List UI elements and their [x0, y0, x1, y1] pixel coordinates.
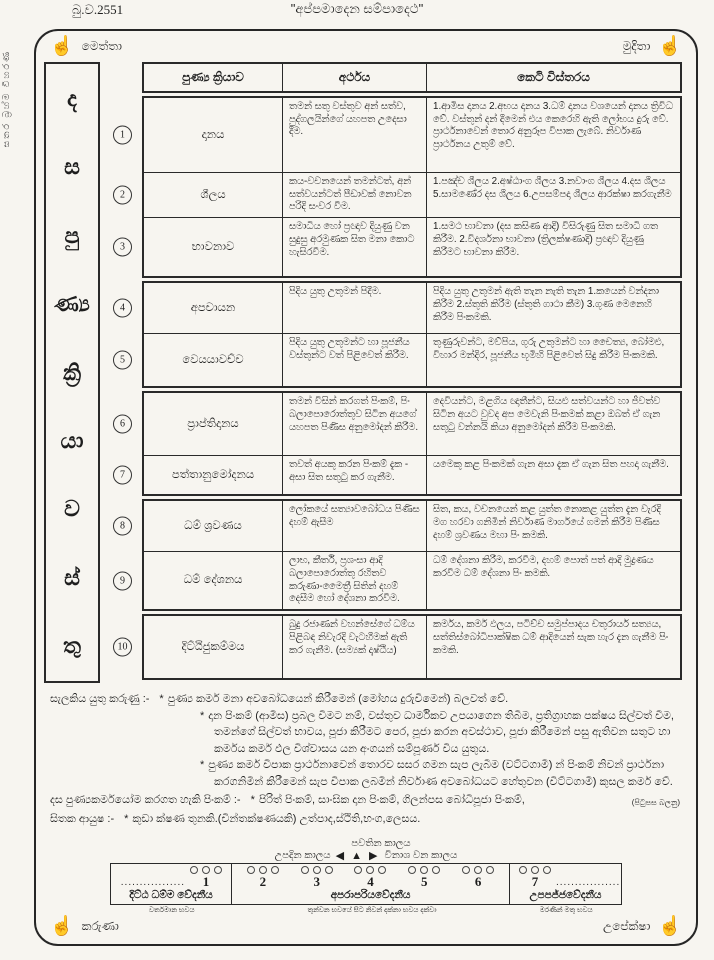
vertical-title-letter: ව: [64, 496, 80, 522]
table-groups: [117, 96, 682, 680]
buddhist-era-label: බු.ව.2551: [72, 2, 124, 17]
thought-moment-circles: [517, 866, 553, 874]
table-group: [120, 499, 682, 611]
corner-label-metta: මෙත්තා: [81, 39, 122, 53]
star-bullet: *: [124, 813, 129, 826]
vertical-title-letter: ක්‍රි: [63, 359, 81, 385]
kamma-type-name: අපරාපරියවේදනීය: [330, 889, 411, 902]
corner-label-karuna: කරුණා: [81, 919, 119, 934]
deed-name-cell: වෙයයාවච්ච: [182, 353, 244, 366]
row-number-badge: 1: [113, 126, 132, 145]
destroy-time-label: විනාශ වන කාලය: [384, 850, 458, 862]
kamma-period-number: 3: [299, 866, 335, 888]
detail-cell: කර්මය, කර්ම ඵලය, පටිච්ච සමුප්පාදය චතුරාර්ය සත්‍යය, සත්තිස්බෝධිපාක්ෂික ධම් ආදියෙන් සැක හැර දැන ගැනීම පිං කමකි.: [426, 616, 680, 678]
header-deed-column: පුණ්‍ය ක්‍රියාව: [182, 70, 244, 84]
notes-first-line: [50, 691, 680, 708]
vertical-title-letter: ණ්‍ය: [54, 291, 90, 317]
pinkam-text: පිරිත් පිංකම්, සාංඝික දාන පිංකම්, ගිලන්පස බෝධිපූජා පිංකම්,: [258, 794, 525, 807]
pointing-hand-icon: ☝: [50, 36, 74, 57]
table-row: [120, 551, 680, 609]
kamma-period-number: 1: [188, 866, 224, 888]
existing-time-label: පවතින කාලය: [351, 838, 411, 850]
meaning-cell: ලාභ, කීර්ති, ප්‍රශංසා ආදි බලාපොරොත්තු රහිතව කරුණා-මෛත්‍රී සිතින් දහම් දෙසීම හෝ දේශනා කරවීම.: [282, 552, 426, 609]
header-meaning-column: අර්ථය: [282, 64, 426, 91]
pinkam-label: දස පුණ්‍යකර්මයෝම කරගත හැකි පිංකම් :-: [50, 794, 241, 807]
row-number-badge: 7: [113, 466, 132, 485]
merit-table: [117, 62, 682, 683]
kamma-timing-diagram: [110, 838, 622, 915]
ayusha-line: [50, 812, 680, 828]
notes-heading: සැලකිය යුතු කරුණු :-: [50, 693, 150, 706]
row-number-badge: 10: [113, 638, 132, 657]
diagram-captions: [110, 907, 622, 915]
row-number-badge: 6: [113, 415, 132, 434]
corner-bottom-left: [50, 917, 119, 936]
corner-label-mudita: මුදිතා: [622, 39, 651, 53]
thought-moment-circles: [299, 866, 335, 874]
note-bullet: * දාන පිංකම් (ආමිස) ප්‍රබල වීමට නම්, වස්තුව ධාර්මිකව උපයාගෙන තිබීම, ප්‍රතිග්‍රාහක පක්ෂය සිල්වත් වීම, තමන්ගේ සිල්වත් භාවය, පූජා කිරීමට පෙර, පූජා කරන අවස්ථාව, පූජා කිරීමෙන් පසු ඇතිවන සතුට හා කර්මය කර්ම ඵල විශ්වාසය යන අංගයන් සම්පූර්ණ විය යුතුය.: [200, 709, 674, 755]
row-number-badge: 3: [113, 238, 132, 257]
deed-name-cell: දානය: [201, 128, 225, 141]
thought-moment-circles: [188, 866, 224, 874]
meaning-cell: තමන් සතු වස්තුව අන් සත්ව, පුද්ගලයින්ගේ යහපත උදෙසා දීම.: [282, 98, 426, 172]
deed-name-cell: අපචායන: [190, 301, 236, 314]
diagram-cell: [509, 864, 621, 904]
diagram-caption: වර්තමාන භවය: [149, 907, 195, 915]
vertical-title-letter: තු: [63, 633, 81, 659]
meaning-cell: කය-වචනයෙන් තමන්ටත්, අන් සත්වයන්ටත් පීඩාවක් නොවන පරිදි සංවර වීම.: [282, 173, 426, 217]
ayusha-text: කුඩා ක්ෂණ තුනකි.(චින්තක්ෂණයකි) උත්පාද,ස්ථිති,භංග,ලෙසය.: [132, 813, 421, 826]
note-bullet: * පුණ්‍ය කර්ම මනා අවබෝධයෙන් කිරීමෙන් (මෝහය දුරුවීමෙන්) බලවත් වේ.: [159, 693, 509, 706]
thought-moment-circles: [460, 866, 496, 874]
vertical-title-letter: පු: [64, 222, 80, 248]
corner-top-right: [623, 37, 682, 56]
kamma-period-number: 5: [406, 866, 442, 888]
diagram-cell: [111, 864, 231, 904]
table-group: [120, 281, 682, 388]
detail-cell: 1.සමථ භාවනා (දස කසිණ ආදි) විසිරුණු සිත සමාධි ගත කිරීම. 2.විදර්ශනා භාවනා (ත්‍රිලක්ෂණාදි) ප්‍රඥාව දියුණු කිරීමට භාවනා කිරීම.: [426, 218, 680, 276]
vertical-title-letter: ද: [67, 86, 77, 111]
deed-name-cell: දිට්ඨිජුකම්මය: [181, 640, 245, 653]
table-row: [120, 217, 680, 276]
diagram-arrow-row: [110, 849, 622, 862]
diagram-caption: මරණින් මතු භවය: [539, 907, 593, 915]
corner-bottom-right: [603, 917, 682, 936]
thought-moment-circles: [406, 866, 442, 874]
table-row: [120, 98, 680, 172]
detail-cell: දෙවියන්ට, මළගිය ඥාතීන්ට, සියළු සත්වයන්ට හා ජීවත්ව සිටින අයට වුවද අප මෙවැනි පිංකමක් කළා ඔබත් ඒ ගැන සතුටු වන්නයි කියා අනුමෝදන් කිරීම පිංකමකි.: [426, 393, 680, 455]
table-row: [120, 283, 680, 333]
detail-cell: පිදිය යුතු උතුමන් ඇති තැන නැති තැන 1.කයෙන් වන්දනා කිරීම 2.ස්තුති කිරීම (ස්තුති ගාථා කීම) 3.ගුණ මෙනෙහි කිරීම පිංකමකි.: [426, 283, 680, 333]
table-group: [117, 614, 682, 680]
pointing-hand-icon: ☝: [658, 916, 682, 938]
detail-cell: 1.පඤ්ච ශීලය 2.අෂ්ඨාංග ශීලය 3.නවාංග ශීලය 4.දස ශීලය 5.සාමණේර දස ශීලය 6.උපසම්පදා ශීලය ආරක්ෂා කරගැනීම: [426, 173, 680, 217]
star-bullet: *: [250, 794, 255, 807]
deed-name-cell: ශීලය: [200, 188, 226, 201]
detail-cell: තුණුරුවන්ට, මව්පිය, ගුරු උතුමන්ට හා චෛත්‍ය, බෝමළු, විහාර මන්දිර, පූජනීය භූමිහි පිළිවෙත් සිදු කිරීම පිංකමකි.: [426, 334, 680, 386]
table-row: [120, 333, 680, 386]
kamma-period-number: 4: [352, 866, 388, 888]
vertical-title-box: [44, 62, 100, 683]
frame-bottom-row: [36, 915, 696, 944]
header-detail-column: කෙටි විස්තරය: [426, 64, 680, 91]
table-group: [120, 96, 682, 278]
page-title: "අප්පමාදෙන සම්පාදෙථ": [290, 1, 424, 16]
table-row: [120, 172, 680, 217]
meaning-cell: ලෝකයේ සත්‍යාවබෝධය පිණිස දහම් ඇසීම: [282, 501, 426, 551]
table-row: [120, 393, 680, 455]
kamma-period-number: 7: [517, 866, 553, 888]
diagram-caption: තුන්වන භවයේ සිට නිවන් දක්නා භවය දක්වා: [307, 907, 437, 915]
notes-section: [50, 691, 680, 790]
meaning-cell: පිදිය යුතු උතුමන්ට හා පූජනීය වස්තුන්ට වත් පිළිවෙත් කිරීම.: [282, 334, 426, 386]
detail-cell: යමෙකු කළ පිංකමක් ගැන අසා දැක ඒ ගැන සිත පහදා ගැනීම.: [426, 456, 680, 494]
kamma-type-name: දිට්ඨ ධම්ම වේදනීය: [129, 889, 213, 902]
row-number-badge: 9: [113, 571, 132, 590]
see-overleaf-note: (පිටුපස බලනු): [631, 798, 680, 808]
table-row: [120, 501, 680, 551]
row-number-badge: 4: [113, 299, 132, 318]
frame-top-row: [36, 31, 696, 58]
detail-cell: ධම් දේශනා කිරීම, කරවීම, දහම් පොත් පත් ආදි මුද්‍රණය කරවීම ධම් දේශනා පිං කමකි.: [426, 552, 680, 609]
kamma-type-name: උපපජ්ජවේදනීය: [529, 889, 602, 902]
row-number-badge: 5: [113, 351, 132, 370]
dotted-leader: .................: [556, 877, 621, 889]
diagram-cell: [231, 864, 509, 904]
pinkam-line: [50, 793, 680, 809]
ayusha-label: සිතක ආයුෂ :-: [50, 813, 115, 826]
corner-label-upekkha: උපේක්ෂා: [603, 919, 651, 934]
row-number-badge: 2: [113, 186, 132, 205]
deed-name-cell: ප්‍රාප්තිදානය: [187, 417, 239, 430]
table-header-row: [142, 62, 682, 93]
birth-time-label: උපදින කාලය: [274, 850, 331, 862]
meaning-cell: පිදිය යුතු උතුමන් පිදීම.: [282, 283, 426, 333]
detail-cell: සිත, කය, වචනයෙන් කළ යුත්ත නොකළ යුත්ත දැන වැරදි මග හරවා ගනිමින් නිර්වාණ මාර්ගයේ ගමන් කිරීම පිණිස දහම් ශ්‍රවණය මහා පිං කමකි.: [426, 501, 680, 551]
table-section: [44, 62, 682, 683]
vertical-title-letter: යා: [60, 427, 84, 453]
corner-top-left: [50, 37, 122, 56]
meaning-cell: තවත් අයකු කරන පිංකම් දැක - අසා සිත සතුටු කර ගැනීම.: [282, 456, 426, 494]
pointing-hand-icon: ☝: [50, 916, 74, 938]
row-number-badge: 8: [113, 517, 132, 536]
deed-name-cell: භාවනාව: [191, 240, 235, 253]
kamma-period-number: 6: [460, 866, 496, 888]
vertical-title-letter: ස්: [64, 564, 80, 590]
kamma-period-number: 2: [245, 866, 281, 888]
thought-moment-circles: [352, 866, 388, 874]
dotted-leader: .................: [120, 877, 185, 889]
meaning-cell: සමාධිය හෝ ප්‍රඥාව දියුණු වන සුදුසු අරමුණක සිත මනා කොට හැසිරවීම.: [282, 218, 426, 276]
side-margin-label: සතර බ්‍රහ්ම විහරණ: [1, 50, 11, 148]
table-row: [120, 455, 680, 494]
pointing-hand-icon: ☝: [658, 36, 682, 57]
main-frame: [34, 29, 698, 946]
table-group: [120, 391, 682, 496]
diagram-box: [110, 863, 622, 905]
arrow-icons: ◀ ▲ ▶: [335, 850, 380, 863]
meaning-cell: බුදු රජාණන් වහන්සේගේ ධම්ය පිළිබඳ නිවැරදි වැටහීමක් ඇති කර ගැනීම. (සම්‍යක් දෘෂ්ඨිය): [282, 616, 426, 678]
detail-cell: 1.ආමිස දානය 2.අභය දානය 3.ධම් දානය වශයෙන් දානය ත්‍රිවිධ වේ. වස්තුන් දන් දීමෙන් එය කෙරෙහි ඇති ලෝභය දුරු වේ. ප්‍රාර්ථනාවෙන් තොර අනුරූප විපාක ලැබේ. නිර්වාණ ප්‍රාර්ථනය උතුම් වේ.: [426, 98, 680, 172]
deed-name-cell: ධම් දේශනය: [183, 574, 243, 587]
table-row: [117, 616, 680, 678]
thought-moment-circles: [245, 866, 281, 874]
deed-name-cell: ධම් ශ්‍රවණය: [184, 519, 242, 532]
meaning-cell: තමන් විසින් කරගත් පිංකම්, පිං බලාපොරොත්තුව සිටින අයගේ යහපත පිණිස අනුමෝදන් කිරීම.: [282, 393, 426, 455]
note-bullet: * පුණ්‍ය කර්ම විපාක ප්‍රාර්ථනාවෙන් තොරව සසර ගමන සැප ලැබීම (වට්ටගාමී) න් පිංකම් නිවන් ප්‍රාර්ථනා කරගනිමින් කිරීමෙන් සැප විපාක ලබමින් නිර්වාණ අවබෝධයට හේතුවන (විට්ටගාමී) කුසල කර්ම වේ.: [200, 759, 673, 788]
vertical-title-letter: ස: [64, 154, 80, 180]
deed-name-cell: පත්තානුමෝදනය: [171, 468, 255, 481]
